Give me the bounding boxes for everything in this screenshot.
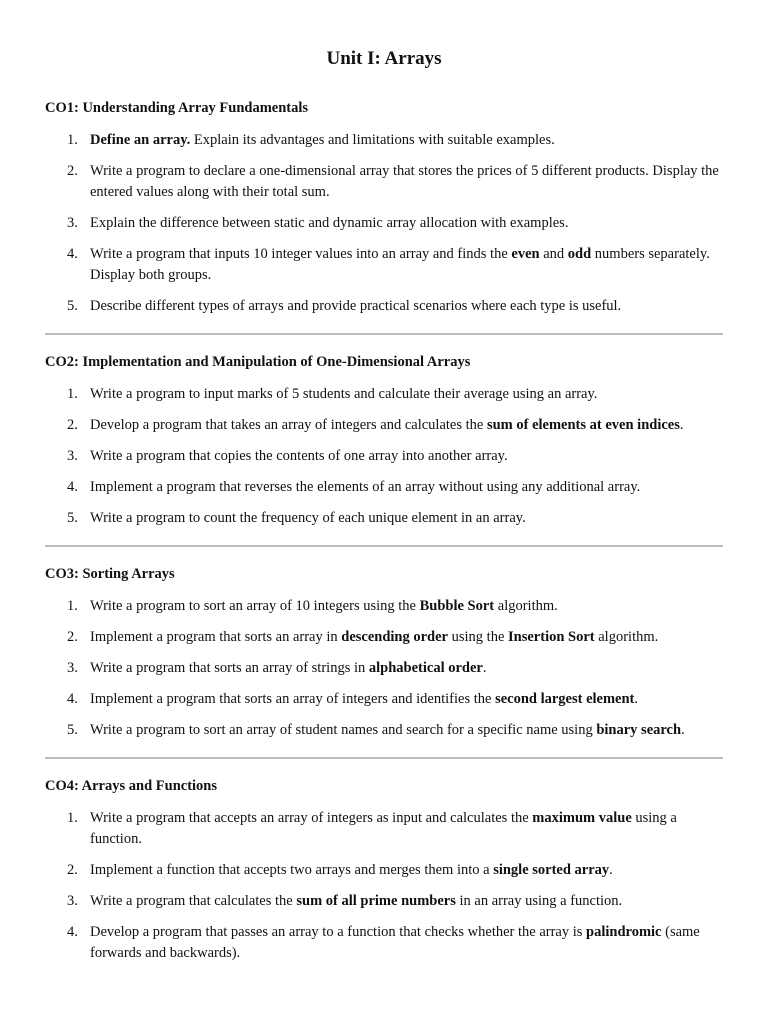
question-text: algorithm.: [594, 629, 659, 645]
question-number: 3.: [67, 215, 78, 231]
question-list: [45, 384, 723, 529]
question-item: [45, 384, 723, 405]
question-item: [45, 296, 723, 317]
question-item: [45, 808, 723, 850]
question-number: 3.: [67, 448, 78, 464]
question-emphasis: Bubble Sort: [419, 598, 495, 614]
question-emphasis: sum of all prime numbers: [296, 893, 456, 909]
question-emphasis: sum of elements at even indices: [486, 417, 680, 433]
question-item: [45, 446, 723, 467]
question-item: [45, 627, 723, 648]
question-emphasis: second largest element: [495, 691, 635, 707]
question-emphasis: descending order: [341, 629, 448, 645]
question-number: 4.: [67, 924, 78, 940]
section-co2: [45, 353, 723, 547]
question-text: Write a program to count the frequency of each unique element in an array.: [90, 510, 526, 526]
question-text: Write a program to input marks of 5 students and calculate their average using an array.: [90, 386, 598, 402]
question-text: (same forwards and backwards).: [90, 924, 700, 961]
question-number: 3.: [67, 660, 78, 676]
question-text: using a function.: [90, 810, 677, 847]
sections-container: [45, 99, 723, 964]
question-item: [45, 161, 723, 203]
question-number: 4.: [67, 246, 78, 262]
question-number: 5.: [67, 298, 78, 314]
question-item: [45, 658, 723, 679]
question-text: Write a program that accepts an array of integers as input and calculates the: [90, 810, 533, 826]
question-emphasis: single sorted array: [493, 862, 610, 878]
question-list: [45, 808, 723, 964]
question-item: [45, 891, 723, 912]
question-emphasis: Define an array.: [90, 132, 191, 148]
question-text: .: [634, 691, 639, 707]
question-number: 1.: [67, 386, 78, 402]
question-item: [45, 130, 723, 151]
question-item: [45, 508, 723, 529]
question-text: Write a program to sort an array of student names and search for a specific name using: [90, 722, 597, 738]
question-number: 5.: [67, 510, 78, 526]
question-item: [45, 860, 723, 881]
question-text: Write a program that copies the contents of one array into another array.: [90, 448, 508, 464]
section-co1: [45, 99, 723, 335]
section-heading: CO2: Implementation and Manipulation of One-Dimensional Arrays: [45, 354, 471, 370]
question-text: Implement a program that sorts an array of integers and identifies the: [90, 691, 496, 707]
question-text: .: [679, 417, 684, 433]
question-item: [45, 244, 723, 286]
question-number: 2.: [67, 163, 78, 179]
section-heading: CO1: Understanding Array Fundamentals: [45, 100, 309, 116]
question-text: Implement a function that accepts two arrays and merges them into a: [90, 862, 494, 878]
question-emphasis: even: [511, 246, 540, 262]
section-divider: [45, 757, 723, 759]
question-text: Explain its advantages and limitations with suitable examples.: [190, 132, 555, 148]
question-text: Explain the difference between static and dynamic array allocation with examples.: [90, 215, 569, 231]
section-co4: [45, 777, 723, 964]
question-item: [45, 720, 723, 741]
question-emphasis: maximum value: [532, 810, 632, 826]
question-number: 1.: [67, 598, 78, 614]
question-emphasis: alphabetical order: [368, 660, 483, 676]
section-divider: [45, 545, 723, 547]
question-number: 1.: [67, 132, 78, 148]
question-text: in an array using a function.: [455, 893, 623, 909]
question-text: using the: [448, 629, 509, 645]
question-text: Implement a program that reverses the elements of an array without using any additional array.: [90, 479, 641, 495]
question-number: 2.: [67, 862, 78, 878]
question-number: 5.: [67, 722, 78, 738]
question-text: numbers separately. Display both groups.: [90, 246, 710, 283]
section-heading: CO4: Arrays and Functions: [45, 778, 218, 794]
question-item: [45, 596, 723, 617]
question-emphasis: binary search: [596, 722, 682, 738]
question-text: Describe different types of arrays and provide practical scenarios where each type is useful.: [90, 298, 622, 314]
question-text: Write a program to sort an array of 10 integers using the: [90, 598, 420, 614]
question-text: and: [539, 246, 568, 262]
question-text: Write a program that sorts an array of strings in: [90, 660, 369, 676]
question-text: .: [482, 660, 487, 676]
question-number: 3.: [67, 893, 78, 909]
question-number: 2.: [67, 629, 78, 645]
question-text: .: [609, 862, 613, 878]
question-number: 1.: [67, 810, 78, 826]
question-item: [45, 213, 723, 234]
question-emphasis: palindromic: [586, 924, 662, 940]
question-text: Write a program to declare a one-dimensional array that stores the prices of 5 different products. Display the entered values along with their total sum.: [90, 163, 719, 200]
question-emphasis: Insertion Sort: [508, 629, 595, 645]
question-number: 4.: [67, 479, 78, 495]
question-item: [45, 922, 723, 964]
question-text: Write a program that calculates the: [90, 893, 297, 909]
question-emphasis: odd: [567, 246, 592, 262]
question-item: [45, 689, 723, 710]
question-text: Write a program that inputs 10 integer values into an array and finds the: [90, 246, 512, 262]
section-co3: [45, 565, 723, 759]
question-list: [45, 596, 723, 741]
question-item: [45, 477, 723, 498]
question-number: 2.: [67, 417, 78, 433]
question-text: Develop a program that takes an array of integers and calculates the: [90, 417, 487, 433]
question-number: 4.: [67, 691, 78, 707]
section-heading: CO3: Sorting Arrays: [45, 566, 175, 582]
question-text: Develop a program that passes an array to a function that checks whether the array is: [90, 924, 587, 940]
question-item: [45, 415, 723, 436]
question-text: algorithm.: [494, 598, 558, 614]
question-text: Implement a program that sorts an array in: [90, 629, 342, 645]
question-text: .: [681, 722, 685, 738]
question-list: [45, 130, 723, 317]
page-title: Unit I: Arrays: [326, 48, 442, 69]
section-divider: [45, 333, 723, 335]
